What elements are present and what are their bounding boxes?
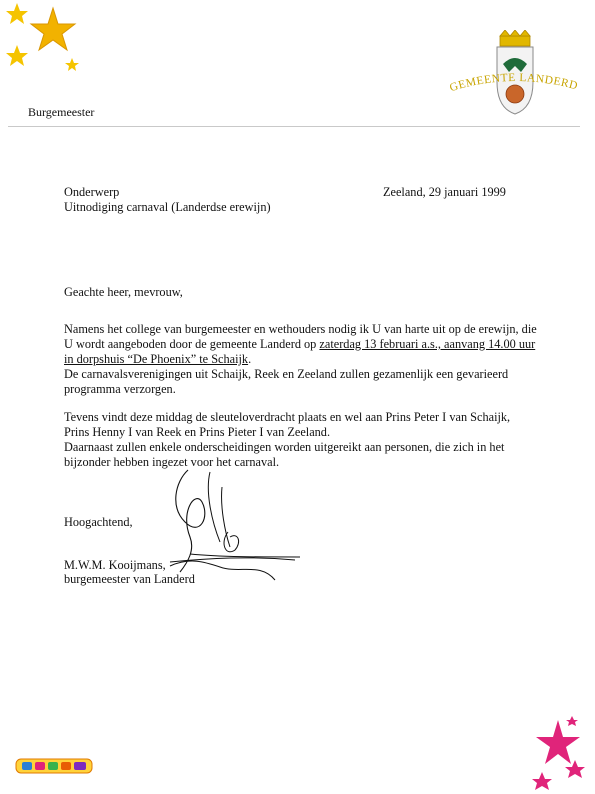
salutation: Geachte heer, mevrouw, bbox=[64, 285, 183, 299]
star-icon bbox=[566, 716, 578, 726]
star-icon bbox=[532, 772, 552, 790]
period: . bbox=[248, 352, 252, 366]
office-label: Burgemeester bbox=[28, 105, 95, 119]
star-icon bbox=[565, 760, 585, 778]
paragraph-2-line-1: Tevens vindt deze middag de sleuteloverdracht plaats en wel aan Prins Peter I van Schaijk, bbox=[64, 410, 511, 424]
paragraph-1-line-5: programma verzorgen. bbox=[64, 382, 176, 396]
basket-icon bbox=[506, 85, 524, 103]
paragraph-2-line-4: bijzonder hebben ingezet voor het carnaval. bbox=[64, 455, 280, 469]
signer-title: burgemeester van Landerd bbox=[64, 572, 195, 586]
event-date-time: zaterdag 13 februari a.s., aanvang 14.00 uur bbox=[319, 337, 536, 351]
gemeente-landerd-crest bbox=[445, 30, 590, 120]
subject-label: Onderwerp bbox=[64, 185, 120, 199]
closing: Hoogachtend, bbox=[64, 515, 133, 529]
invitation-intro: U wordt aangeboden door de gemeente Landerd op bbox=[64, 337, 320, 351]
star-icon bbox=[6, 45, 28, 66]
place-date: Zeeland, 29 januari 1999 bbox=[383, 185, 506, 199]
paragraph-1-line-2 bbox=[64, 337, 535, 352]
crest-lettering: GEMEENTE LANDERD bbox=[448, 71, 580, 95]
paragraph-2-line-3: Daarnaast zullen enkele onderscheidingen worden uitgereikt aan personen, die zich in het bbox=[64, 440, 505, 454]
crown-icon bbox=[500, 36, 530, 46]
star-icon bbox=[536, 720, 580, 764]
star-icon bbox=[6, 3, 28, 24]
paragraph-1-line-3 bbox=[64, 352, 251, 367]
paragraph-2-line-2: Prins Henny I van Reek en Prins Pieter I van Zeeland. bbox=[64, 425, 331, 439]
paragraph-1-line-4: De carnavalsverenigingen uit Schaijk, Reek en Zeeland zullen gezamenlijk een gevarieerd bbox=[64, 367, 509, 381]
paragraph-1-line-1: Namens het college van burgemeester en wethouders nodig ik U van harte uit op de erewijn, die bbox=[64, 322, 537, 336]
star-icon bbox=[31, 8, 75, 50]
gold-stars-decoration bbox=[0, 0, 95, 80]
pink-stars-decoration bbox=[520, 710, 595, 794]
header-divider bbox=[8, 126, 580, 127]
site-logo-badge bbox=[14, 755, 94, 777]
signer-name: M.W.M. Kooijmans, bbox=[64, 558, 166, 572]
event-location: in dorpshuis “De Phoenix” te Schaijk bbox=[64, 352, 249, 366]
subject-text: Uitnodiging carnaval (Landerdse erewijn) bbox=[64, 200, 271, 214]
star-icon bbox=[65, 58, 79, 71]
